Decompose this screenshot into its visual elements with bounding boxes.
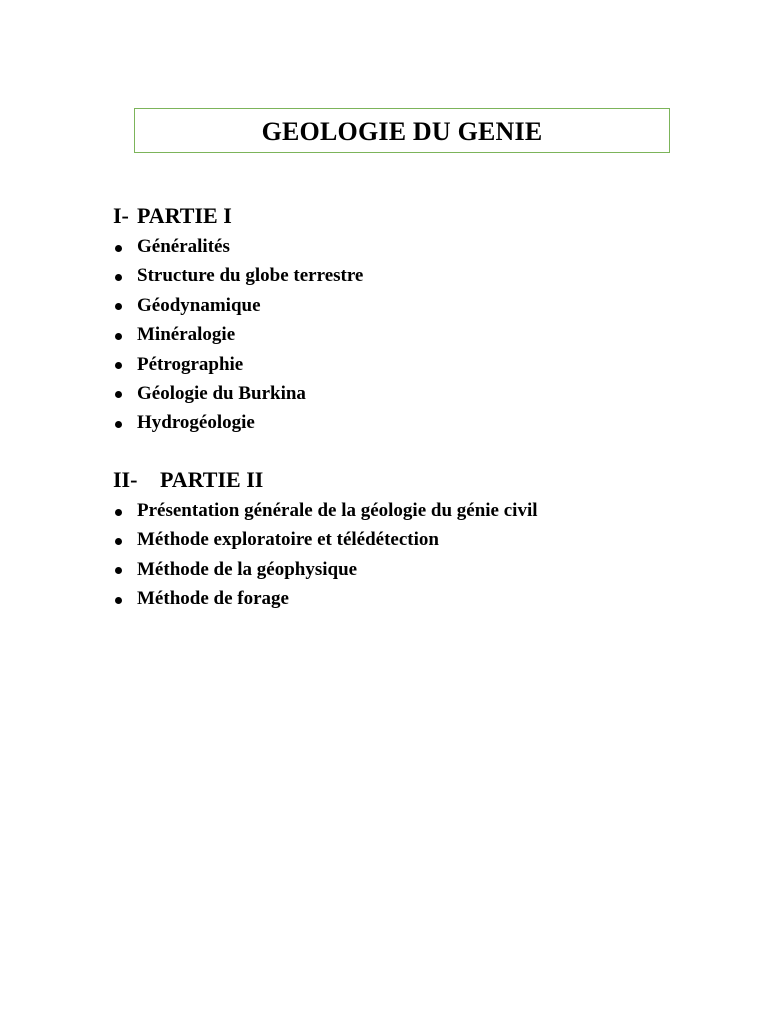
- section-heading: [113, 203, 232, 229]
- bullet-icon: [115, 391, 122, 398]
- list-item-text: Structure du globe terrestre: [137, 265, 364, 287]
- list-item: [113, 291, 261, 320]
- bullet-icon: [115, 597, 122, 604]
- list-item: [113, 379, 306, 408]
- bullet-icon: [115, 274, 122, 281]
- section-title: PARTIE II: [160, 467, 264, 492]
- bullet-icon: [115, 538, 122, 545]
- section-number: II-: [113, 467, 138, 492]
- list-item-text: Méthode de la géophysique: [137, 558, 358, 580]
- list-item: [113, 555, 358, 584]
- bullet-list: [113, 232, 364, 438]
- title-box: [134, 108, 670, 153]
- section-partie-2: [113, 467, 538, 614]
- list-item-text: Méthode exploratoire et télédétection: [137, 529, 439, 551]
- bullet-icon: [115, 509, 122, 516]
- list-item: [113, 496, 538, 525]
- list-item-text: Géologie du Burkina: [137, 382, 306, 404]
- bullet-icon: [115, 245, 122, 252]
- section-number: I-: [113, 203, 129, 228]
- document-title: GEOLOGIE DU GENIE: [261, 116, 543, 146]
- section-heading: [113, 467, 263, 493]
- list-item-text: Méthode de forage: [137, 588, 289, 610]
- list-item: [113, 525, 439, 554]
- list-item: [113, 584, 289, 613]
- bullet-icon: [115, 362, 122, 369]
- list-item-text: Présentation générale de la géologie du génie civil: [137, 500, 538, 521]
- bullet-icon: [115, 303, 122, 310]
- list-item-text: Hydrogéologie: [137, 412, 255, 434]
- list-item-text: Géodynamique: [137, 294, 261, 316]
- list-item-text: Minéralogie: [137, 324, 236, 346]
- list-item-text: Généralités: [137, 236, 230, 257]
- bullet-icon: [115, 567, 122, 574]
- section-title: PARTIE I: [137, 203, 232, 228]
- list-item: [113, 232, 232, 261]
- bullet-icon: [115, 333, 122, 340]
- list-item: [113, 408, 255, 437]
- section-partie-1: [113, 203, 364, 438]
- list-item-text: Pétrographie: [137, 353, 244, 375]
- bullet-list: [113, 496, 538, 614]
- list-item: [113, 350, 244, 379]
- list-item: [113, 261, 364, 290]
- bullet-icon: [115, 421, 122, 428]
- list-item: [113, 320, 236, 349]
